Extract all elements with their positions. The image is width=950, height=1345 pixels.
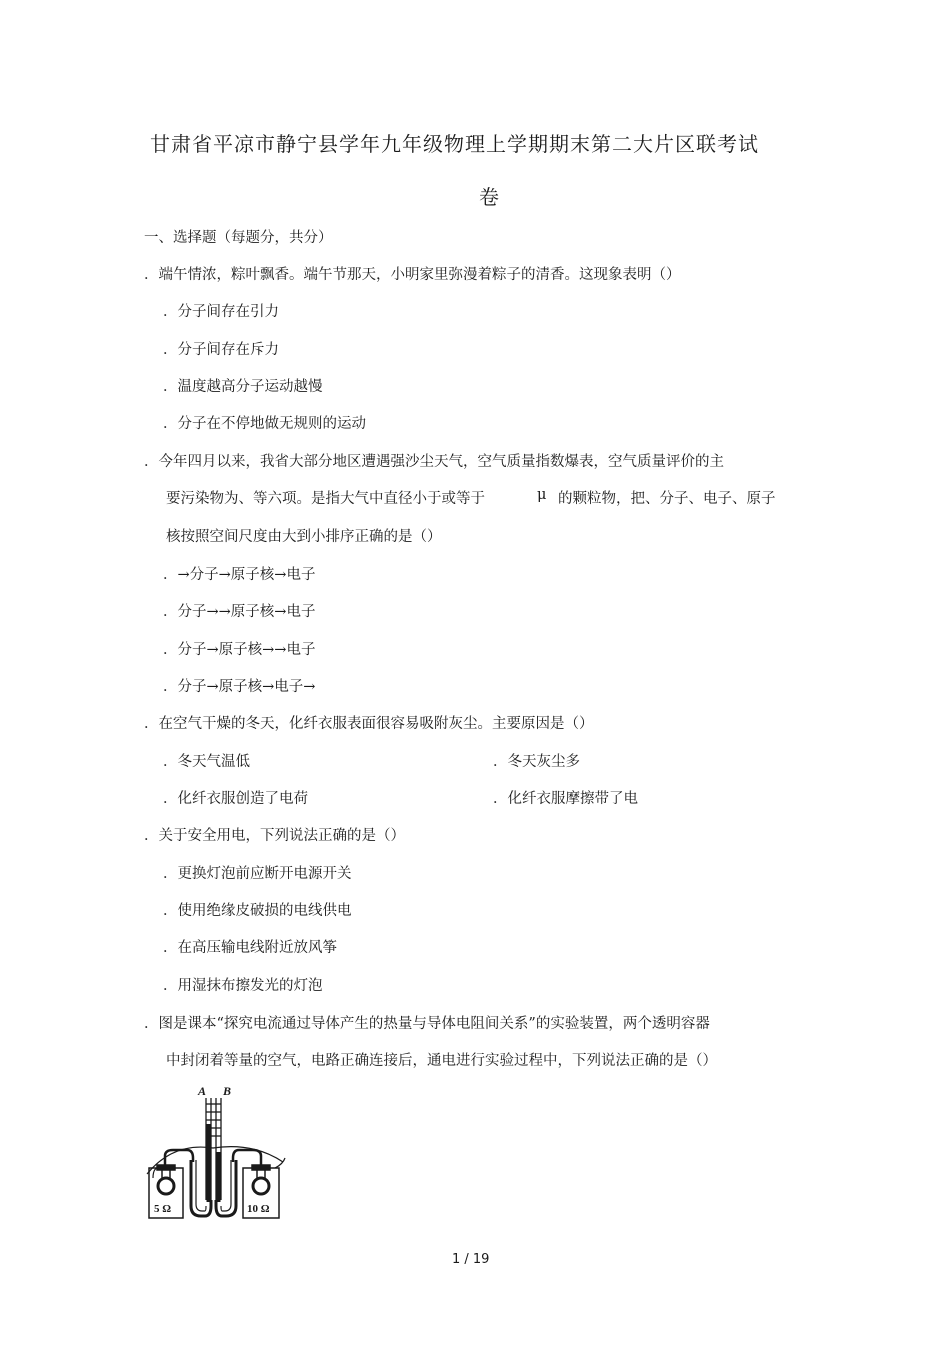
question-2-option-b: ．分子→→原子核→电子: [163, 604, 316, 620]
question-1-stem: ．端午情浓，粽叶飘香。端午节那天，小明家里弥漫着粽子的清香。这现象表明（）: [144, 267, 681, 283]
question-2-stem-line2-a: 要污染物为、等六项。是指大气中直径小于或等于: [166, 491, 485, 507]
question-2-option-c: ．分子→原子核→→电子: [163, 642, 316, 658]
question-5-stem-line2: 中封闭着等量的空气，电路正确连接后，通电进行实验过程中，下列说法正确的是（）: [166, 1053, 717, 1069]
question-3-stem: ．在空气干燥的冬天，化纤衣服表面很容易吸附灰尘。主要原因是（）: [144, 716, 594, 732]
question-3-option-d: ．化纤衣服摩擦带了电: [493, 791, 638, 807]
question-1-option-c: ．温度越高分子运动越慢: [163, 379, 323, 395]
question-2-stem-line2-b: μ: [537, 487, 547, 503]
figure-label-b: B: [223, 1084, 232, 1098]
question-2-option-d: ．分子→原子核→电子→: [163, 679, 316, 695]
question-3-option-b: ．冬天灰尘多: [493, 754, 580, 770]
section-heading: 一、选择题（每题分，共分）: [144, 230, 333, 246]
question-2-stem: ．今年四月以来，我省大部分地区遭遇强沙尘天气，空气质量指数爆表，空气质量评价的主: [144, 454, 724, 470]
question-5-stem: ．图是课本“探究电流通过导体产生的热量与导体电阻间关系”的实验装置，两个透明容器: [144, 1016, 710, 1032]
question-1-option-b: ．分子间存在斥力: [163, 342, 279, 358]
question-3-option-a: ．冬天气温低: [163, 754, 250, 770]
question-2-option-a: ．→分子→原子核→电子: [163, 567, 316, 583]
figure-label-a: A: [198, 1084, 207, 1098]
figure-right-resistor-label: 10 Ω: [247, 1203, 270, 1215]
doc-title-line1: 甘肃省平凉市静宁县学年九年级物理上学期期末第二大片区联考试: [150, 132, 759, 156]
question-4-option-d: ．用湿抹布擦发光的灯泡: [163, 978, 323, 994]
experiment-apparatus-figure: [143, 1082, 288, 1226]
question-4-option-c: ．在高压输电线附近放风筝: [163, 940, 337, 956]
question-1-option-d: ．分子在不停地做无规则的运动: [163, 416, 366, 432]
question-1-option-a: ．分子间存在引力: [163, 304, 279, 320]
doc-title-line2: 卷: [479, 185, 500, 209]
question-2-stem-line3: 核按照空间尺度由大到小排序正确的是（）: [166, 529, 442, 545]
question-2-stem-line2-c: 的颗粒物，把、分子、电子、原子: [558, 491, 776, 507]
question-4-option-b: ．使用绝缘皮破损的电线供电: [163, 903, 352, 919]
question-4-stem: ．关于安全用电，下列说法正确的是（）: [144, 828, 405, 844]
question-3-option-c: ．化纤衣服创造了电荷: [163, 791, 308, 807]
question-4-option-a: ．更换灯泡前应断开电源开关: [163, 866, 352, 882]
page-number: 1 / 19: [452, 1252, 490, 1267]
figure-left-resistor-label: 5 Ω: [154, 1203, 172, 1215]
